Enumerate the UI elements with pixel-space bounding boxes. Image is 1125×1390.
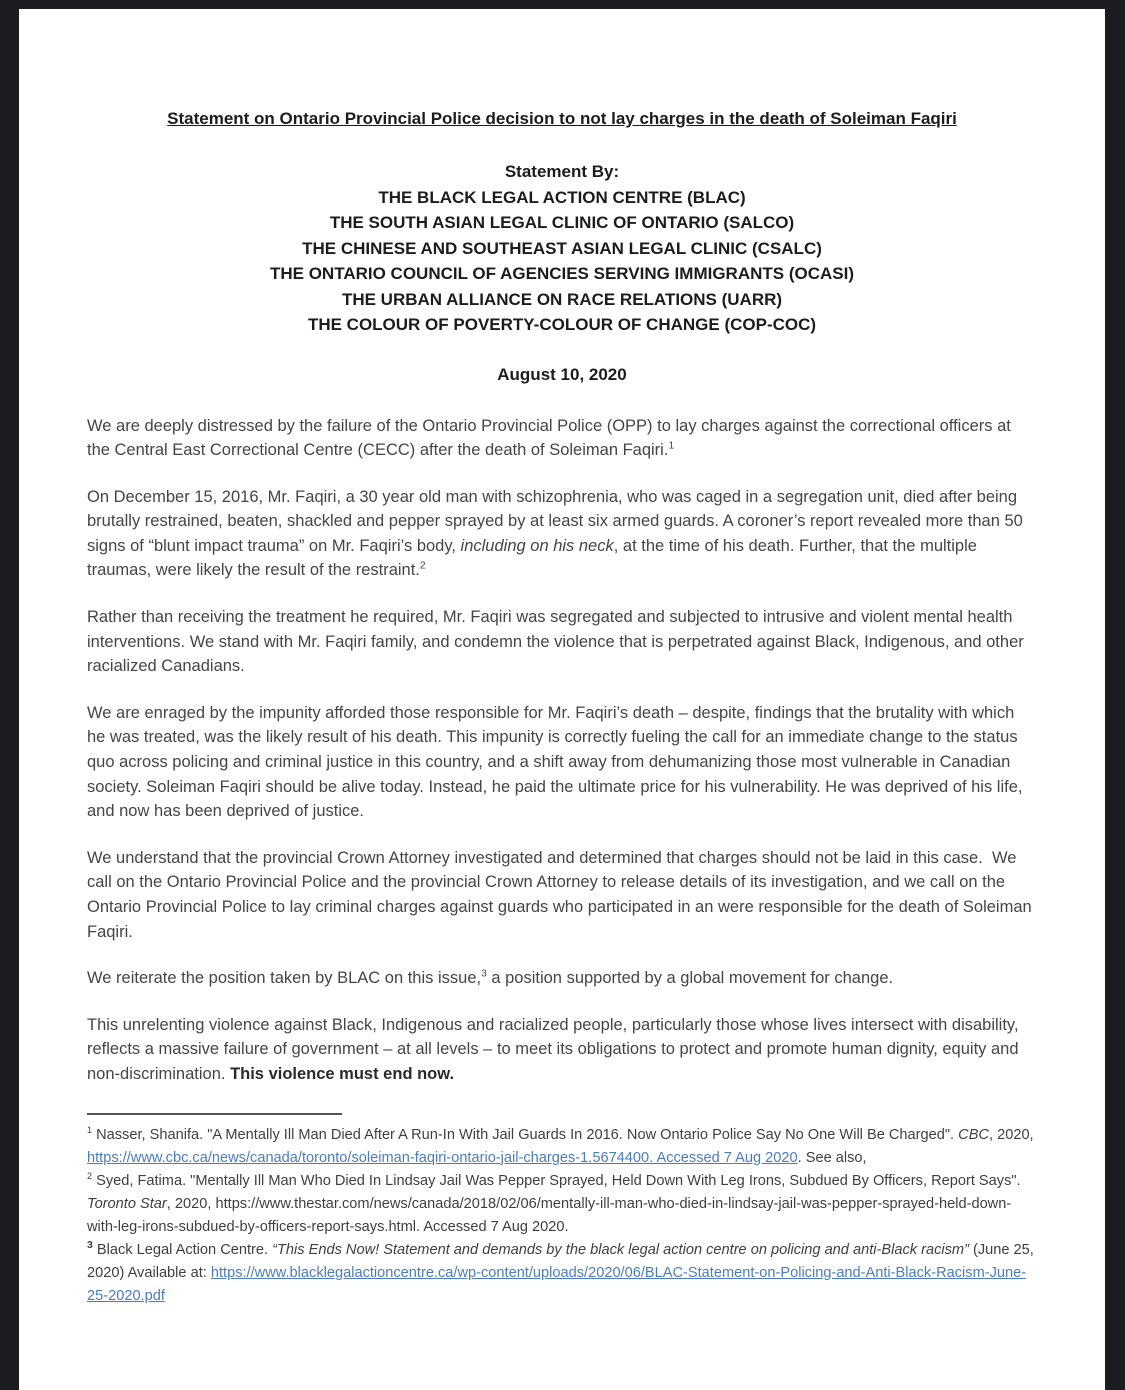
text-run: We are enraged by the impunity afforded those responsible for Mr. Faqiri’s death – despite, findings that the brutality with which he was treated, was the likely result of his death. This impunity is correctly fueling the call for an immediate change to the status quo across policing and criminal justice in this country, and a shift away from dehumanizing those most vulnerable in Canadian society. Soleiman Faqiri should be alive today. Instead, he paid the ultimate price for his vulnerability. He was deprived of his life, and now has been deprived of justice. (87, 703, 1023, 821)
paragraph (87, 605, 1037, 679)
document-page (19, 9, 1105, 1390)
text-run: Black Legal Action Centre. (92, 1241, 273, 1258)
paragraph (87, 485, 1037, 583)
text-run: including on his neck (460, 536, 614, 555)
text-run: Nasser, Shanifa. "A Mentally Ill Man Died After A Run-In With Jail Guards In 2016. Now Ontario Police Say No One Will Be Charged". (92, 1126, 959, 1143)
footnote-marker: 2 (87, 1170, 93, 1181)
document-title: Statement on Ontario Provincial Police decision to not lay charges in the death of Soleiman Faqiri (167, 109, 957, 128)
text-run: (June 25, 2020) Available at: (87, 1241, 1034, 1281)
paragraph (87, 966, 1037, 991)
footnote-marker: 1 (87, 1124, 93, 1135)
statement-by-label: Statement By: (504, 162, 620, 181)
hyperlink[interactable]: https://www.cbc.ca/news/canada/toronto/soleiman-faqiri-ontario-jail-charges-1.5674400. Accessed 7 Aug 2020 (87, 1149, 798, 1166)
document-body (87, 414, 1037, 1087)
text-run: , 2020, https://www.thestar.com/news/canada/2018/02/06/mentally-ill-man-who-died-in-lindsay-jail-was-pepper-sprayed-held-down-with-leg-irons-subdued-by-officers-report-says.html. Accessed 7 Aug 2020. (87, 1195, 1012, 1235)
text-run: Syed, Fatima. "Mentally Ill Man Who Died In Lindsay Jail Was Pepper Sprayed, Held Down With Leg Irons, Subdued By Officers, Report Says". (92, 1172, 1021, 1189)
paragraph (87, 846, 1037, 944)
text-run: a position supported by a global movement for change. (486, 969, 894, 988)
text-run: We are deeply distressed by the failure of the Ontario Provincial Police (OPP) to lay charges against the correctional officers at the Central East Correctional Centre (CECC) after the death of Soleiman Faqiri. (87, 416, 1011, 460)
text-run: This violence must end now. (230, 1064, 455, 1083)
footnote-marker: 2 (419, 560, 426, 572)
organization-line: THE BLACK LEGAL ACTION CENTRE (BLAC) (378, 187, 746, 207)
footnote-marker: 3 (87, 1238, 93, 1251)
paragraph (87, 1013, 1037, 1087)
footnote-marker: 3 (481, 968, 487, 980)
paragraph (87, 701, 1037, 824)
text-run: “This Ends Now! Statement and demands by the black legal action centre on policing and anti-Black racism” (272, 1241, 969, 1258)
footnote (87, 1124, 1037, 1170)
text-run: Rather than receiving the treatment he required, Mr. Faqiri was segregated and subjected to intrusive and violent mental health interventions. We stand with Mr. Faqiri family, and condemn the violence that is perpetrated against Black, Indigenous, and other racialized Canadians. (87, 608, 1024, 676)
organization-line: THE COLOUR OF POVERTY-COLOUR OF CHANGE (COP-COC) (307, 315, 817, 334)
organization-line: THE ONTARIO COUNCIL OF AGENCIES SERVING IMMIGRANTS (OCASI) (269, 264, 854, 283)
organization-line: THE URBAN ALLIANCE ON RACE RELATIONS (UARR) (341, 289, 783, 309)
text-run: We understand that the provincial Crown Attorney investigated and determined that charges should not be laid in this case. We call on the Ontario Provincial Police and the provincial Crown Attorney to release details of its investigation, and we call on the Ontario Provincial Police to lay criminal charges against guards who participated in an were responsible for the death of Soleiman Faqiri. (87, 848, 1032, 941)
hyperlink[interactable]: https://www.blacklegalactioncentre.ca/wp-content/uploads/2020/06/BLAC-Statement-on-Policing-and-Anti-Black-Racism-June-25-2020.pdf (87, 1264, 1027, 1304)
footnote (87, 1239, 1037, 1308)
document-date: August 10, 2020 (497, 364, 627, 384)
text-run: . See also, (797, 1149, 867, 1166)
footnotes-section (87, 1124, 1037, 1308)
organization-line: THE SOUTH ASIAN LEGAL CLINIC OF ONTARIO (SALCO) (329, 213, 795, 232)
paragraph (87, 414, 1037, 463)
text-run: Toronto Star (87, 1195, 167, 1212)
footnote-separator (87, 1113, 342, 1115)
footnote (87, 1170, 1037, 1239)
text-run: CBC (958, 1126, 989, 1143)
text-run: On December 15, 2016, Mr. Faqiri, a 30 year old man with schizophrenia, who was caged in a segregation unit, died after being brutally restrained, beaten, shackled and pepper sprayed by at least six armed guards. A coroner’s report revealed more than 50 signs of “blunt impact trauma” on Mr. Faqiri’s body, (87, 487, 1023, 555)
text-run: , 2020, (988, 1126, 1034, 1143)
organization-line: THE CHINESE AND SOUTHEAST ASIAN LEGAL CLINIC (CSALC) (302, 238, 822, 258)
text-run: We reiterate the position taken by BLAC on this issue, (87, 969, 482, 988)
text-run: This unrelenting violence against Black, Indigenous and racialized people, particularly those whose lives intersect with disability, reflects a massive failure of government – at all levels – to meet its obligations to protect and promote human dignity, equity and non-discrimination. (87, 1015, 1019, 1083)
footnote-marker: 1 (668, 440, 675, 452)
statement-by-block (87, 159, 1037, 338)
text-run: , at the time of his death. Further, that the multiple traumas, were likely the result of the restraint. (87, 536, 977, 580)
